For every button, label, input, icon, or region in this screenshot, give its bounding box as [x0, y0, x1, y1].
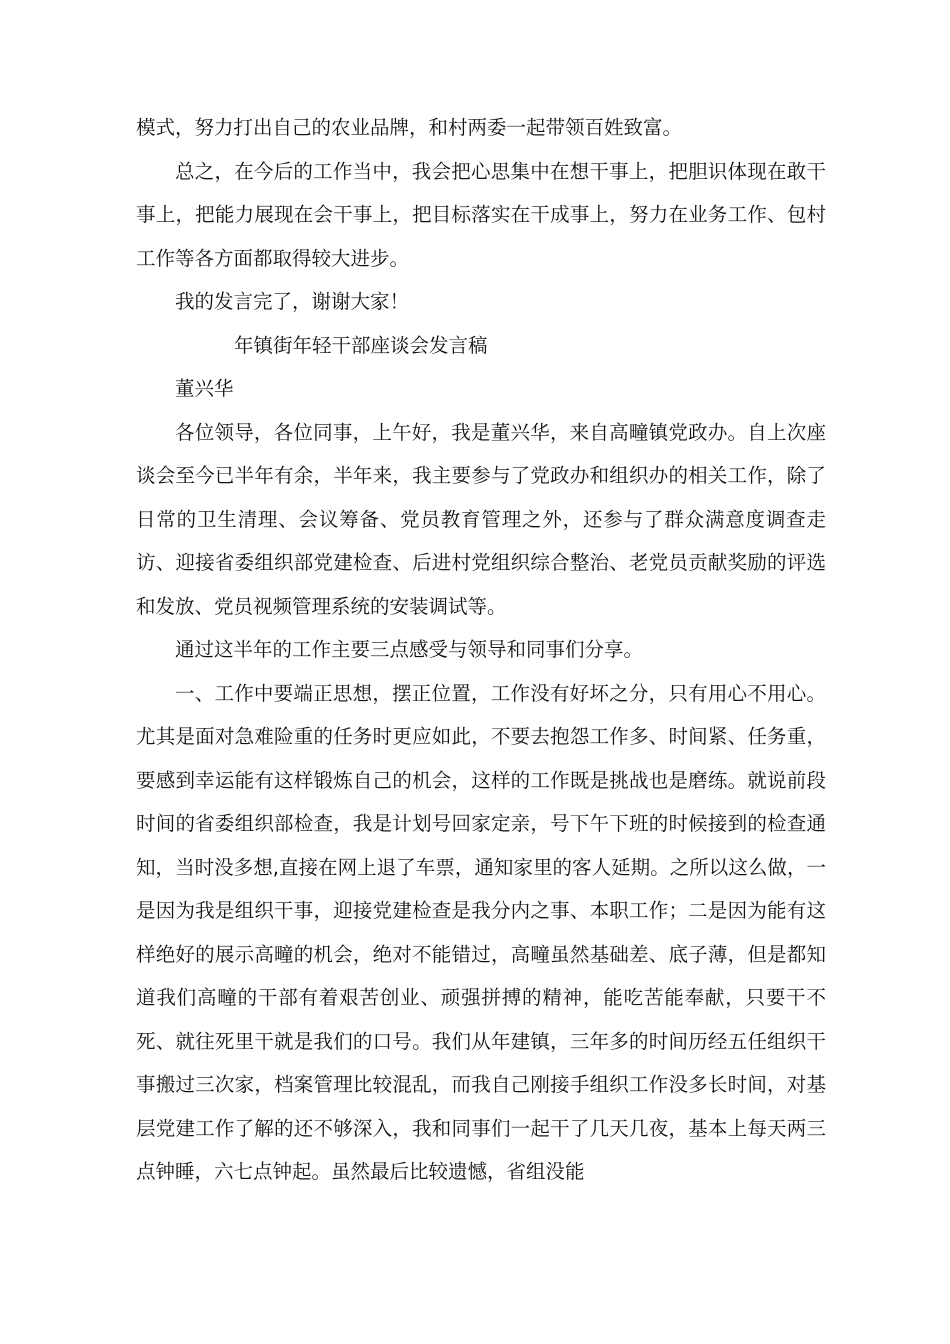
- paragraph-intro: 通过这半年的工作主要三点感受与领导和同事们分享。: [175, 638, 644, 661]
- document-body: [136, 106, 826, 1194]
- paragraph-greeting: 各位领导，各位同事，上午好，我是董兴华，来自高疃镇党政办。自上次座谈会至今已半年有余，半年来，我主要参与了党政办和组织办的相关工作，除了日常的卫生清理、会议筹备、党员教育管理之外，还参与了群众满意度调查走访、迎接省委组织部党建检查、后进村党组织综合整治、老党员贡献奖励的评选和发放、党员视频管理系统的安装调试等。: [136, 420, 826, 618]
- speech-author: 董兴华: [175, 377, 234, 400]
- speech-title: 年镇街年轻干部座谈会发言稿: [234, 333, 488, 357]
- paragraph-conclusion: 总之，在今后的工作当中，我会把心思集中在想干事上，把胆识体现在敢干事上，把能力展现在会干事上，把目标落实在干成事上，努力在业务工作、包村工作等各方面都取得较大进步。: [136, 159, 826, 270]
- paragraph-continuation: 模式，努力打出自己的农业品牌，和村两委一起带领百姓致富。: [136, 116, 683, 139]
- paragraph-point-one: 一、工作中要端正思想，摆正位置，工作没有好坏之分，只有用心不用心。尤其是面对急难险重的任务时更应如此，不要去抱怨工作多、时间紧、任务重，要感到幸运能有这样锻炼自己的机会，这样的工作既是挑战也是磨练。就说前段时间的省委组织部检查，我是计划号回家定亲，号下午下班的时候接到的检查通知，当时没多想,直接在网上退了车票，通知家里的客人延期。之所以这么做，一是因为我是组织干事，迎接党建检查是我分内之事、本职工作；二是因为能有这样绝好的展示高疃的机会，绝对不能错过，高疃虽然基础差、底子薄，但是都知道我们高疃的干部有着艰苦创业、顽强拼搏的精神，能吃苦能奉献，只要干不死、就往死里干就是我们的口号。我们从年建镇，三年多的时间历经五任组织干事搬过三次家，档案管理比较混乱，而我自己刚接手组织工作没多长时间，对基层党建工作了解的还不够深入，我和同事们一起干了几天几夜，基本上每天两三点钟睡，六七点钟起。虽然最后比较遗憾，省组没能: [136, 681, 826, 1183]
- paragraph-closing: 我的发言完了，谢谢大家！: [175, 290, 410, 313]
